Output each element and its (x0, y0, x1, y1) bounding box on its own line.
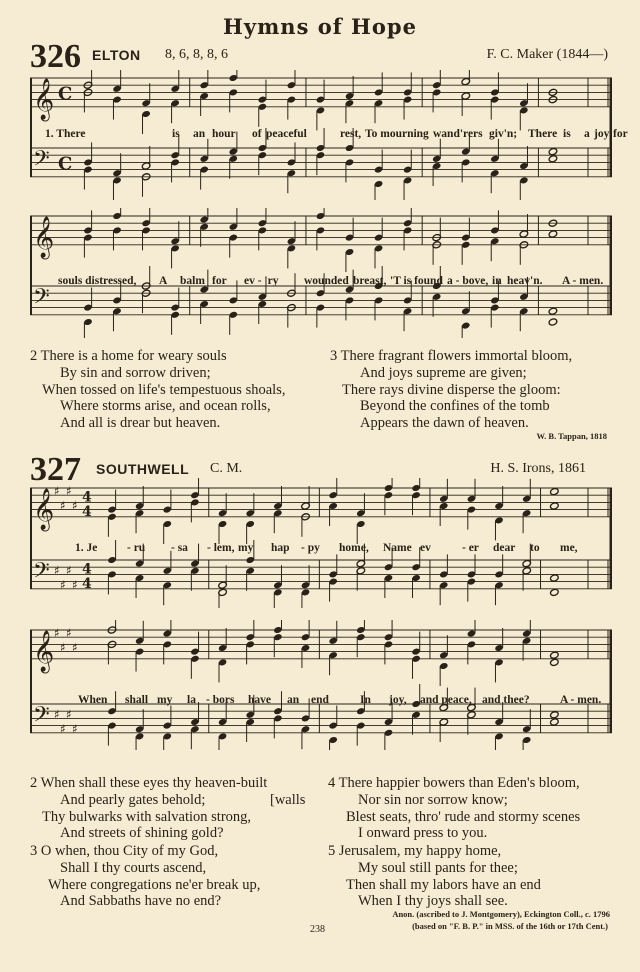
attribution: Anon. (ascribed to J. Montgomery), Eckington Coll., c. 1796 (392, 909, 610, 919)
hymn-number: 327 (30, 451, 81, 488)
lyric-syllable: 1. There (45, 128, 86, 140)
sharp-icon: ♯ (54, 707, 60, 722)
lyric-syllable: hap (271, 542, 290, 554)
sharp-icon: ♯ (66, 626, 72, 641)
lyric-syllable: - py (301, 542, 320, 554)
lyric-syllable: wand'rers (433, 128, 483, 140)
lyric-syllable: breast, (353, 275, 387, 287)
lyric-syllable: balm (180, 275, 205, 287)
time-signature-icon: 4 (82, 489, 92, 506)
lyric-syllable: peaceful (266, 128, 307, 140)
music-system (30, 620, 612, 750)
note-head (550, 711, 560, 719)
lyric-syllable: a - bove, (447, 275, 489, 287)
verse-overflow: [walls (270, 792, 306, 808)
verse-line: Where storms arise, and ocean rolls, (60, 398, 271, 415)
sharp-icon: ♯ (72, 498, 78, 513)
verse-text: Jerusalem, my happy home, (338, 843, 502, 859)
lyric-syllable: home, (339, 542, 369, 554)
lyric-syllable: a (584, 128, 590, 140)
verse-line (30, 775, 267, 792)
sharp-icon: ♯ (66, 563, 72, 578)
verse-number: 3 (330, 348, 341, 364)
lyric-syllable: - bors (206, 694, 235, 706)
lyric-syllable: shall (125, 694, 149, 706)
verse-line: Blest seats, thro' rude and stormy scenes (346, 808, 581, 825)
meter: C. M. (210, 461, 243, 476)
verse-line: My soul still pants for thee; (358, 859, 518, 876)
lyric-syllable: rest, (340, 128, 362, 140)
verse (328, 775, 580, 842)
time-signature-icon: 4 (82, 561, 92, 578)
verse (30, 775, 306, 842)
music-system (30, 70, 612, 200)
lyric-syllable: 1. Je (75, 542, 98, 554)
bass-clef-icon: 𝄢 (33, 146, 50, 177)
sharp-icon: ♯ (54, 626, 60, 641)
common-time-icon: C (58, 153, 73, 175)
lyric-syllable: A - men. (560, 694, 602, 706)
lyric-syllable: There (528, 128, 558, 140)
verse-line: And streets of shining gold? (60, 825, 224, 842)
verse-line (30, 348, 285, 365)
treble-clef-icon: 𝄞 (33, 78, 55, 120)
time-signature-icon: 4 (82, 503, 92, 520)
lyric-syllable: joy, (389, 694, 407, 706)
verse-number: 3 (30, 843, 41, 859)
lyric-syllable: and thee? (482, 694, 530, 706)
lyric-syllable: an (287, 694, 300, 706)
note-head (548, 148, 558, 156)
verse (30, 843, 260, 910)
lyric-syllable: end (311, 694, 329, 706)
note-head (550, 574, 560, 582)
sharp-icon: ♯ (66, 484, 72, 499)
verse-line: And joys supreme are given; (360, 364, 527, 381)
note-head (548, 318, 558, 326)
sharp-icon: ♯ (66, 707, 72, 722)
treble-clef-icon: 𝄞 (33, 488, 55, 530)
lyric-syllable: In (360, 694, 371, 706)
composer: H. S. Irons, 1861 (490, 461, 586, 476)
note-head (550, 488, 560, 496)
lyric-syllable: ev (420, 542, 431, 554)
verse-line (330, 348, 572, 365)
verse-line: Nor sin nor sorrow know; (358, 791, 508, 808)
lyric-syllable: 'T is found (390, 275, 443, 287)
verse-line: By sin and sorrow driven; (60, 364, 211, 381)
page-number: 238 (310, 924, 325, 935)
note-head (548, 307, 558, 315)
verse-line: Shall I thy courts ascend, (60, 859, 207, 876)
verse-text: There is a home for weary souls (40, 348, 227, 364)
lyric-syllable: have (248, 694, 271, 706)
verse-line: Appears the dawn of heaven. (360, 415, 529, 432)
note-head (548, 155, 558, 163)
verse-text: There happier bowers than Eden's bloom, (338, 775, 580, 791)
bass-clef-icon: 𝄢 (33, 284, 50, 315)
verse-line: There rays divine disperse the gloom: (342, 381, 561, 398)
verse-line: And all is drear but heaven. (60, 415, 221, 432)
verse (328, 843, 541, 910)
verse-number: 4 (328, 775, 339, 791)
verse-number: 2 (30, 348, 41, 364)
note-head (550, 718, 560, 726)
lyric-syllable: wounded (304, 275, 349, 287)
attribution: W. B. Tappan, 1818 (536, 431, 607, 441)
verse (30, 348, 285, 432)
sharp-icon: ♯ (72, 577, 78, 592)
common-time-icon: C (58, 83, 73, 105)
sharp-icon: ♯ (54, 484, 60, 499)
sharp-icon: ♯ (60, 721, 66, 736)
meter: 8, 6, 8, 8, 6 (165, 47, 228, 62)
verse-number: 2 (30, 775, 41, 791)
lyric-syllable: hour (212, 128, 236, 140)
verse-line: Where congregations ne'er break up, (48, 876, 261, 893)
lyric-syllable: - ru (127, 542, 146, 554)
lyric-syllable: - er (462, 542, 479, 554)
note-head (548, 230, 558, 238)
lyric-syllable: my (238, 542, 254, 554)
hymn-number: 326 (30, 38, 81, 75)
time-signature-icon: 4 (82, 575, 92, 592)
lyric-syllable: an (193, 128, 206, 140)
verse-number: 5 (328, 843, 339, 859)
lyric-syllable: in (492, 275, 502, 287)
lyric-syllable: heav'n. (507, 275, 543, 287)
lyric-syllable: for (212, 275, 227, 287)
verse-line: And Sabbaths have no end? (60, 893, 222, 910)
verse (330, 348, 572, 432)
lyric-syllable: joy (594, 128, 610, 140)
verse-line (30, 843, 260, 860)
treble-clef-icon: 𝄞 (33, 630, 55, 672)
sharp-icon: ♯ (72, 721, 78, 736)
treble-clef-icon: 𝄞 (33, 216, 55, 258)
sharp-icon: ♯ (72, 640, 78, 655)
note-head (550, 502, 560, 510)
lyric-syllable: for (613, 128, 628, 140)
lyric-syllable: A - men. (562, 275, 604, 287)
note-head (550, 658, 560, 666)
lyric-syllable: me, (560, 542, 578, 554)
lyric-syllable: is (172, 128, 180, 140)
music-system (30, 208, 612, 338)
sharp-icon: ♯ (54, 563, 60, 578)
page-title: Hymns of Hope (223, 14, 417, 39)
lyric-syllable: - sa (171, 542, 188, 554)
verse-text: O when, thou City of my God, (40, 843, 219, 859)
lyric-syllable: la (187, 694, 196, 706)
verse-line: I onward press to you. (358, 825, 488, 842)
tune-name: SOUTHWELL (96, 461, 190, 477)
verse-line: Thy bulwarks with salvation strong, (42, 808, 252, 825)
verse-line: Then shall my labors have an end (346, 876, 541, 893)
lyric-syllable: - lem, (207, 542, 235, 554)
note-head (550, 588, 560, 596)
verse-line: When I thy joys shall see. (358, 893, 508, 910)
composer: F. C. Maker (1844—) (486, 47, 608, 62)
lyric-syllable: A (159, 275, 168, 287)
lyric-syllable: souls distressed, (58, 275, 137, 287)
lyric-syllable: ev - 'ry (244, 275, 279, 287)
lyric-syllable: Name (383, 542, 412, 554)
tune-name: ELTON (92, 47, 141, 63)
bass-clef-icon: 𝄢 (33, 702, 50, 733)
lyric-syllable: giv'n; (489, 128, 518, 140)
lyric-syllable: is (563, 128, 571, 140)
verse-line (328, 843, 541, 860)
lyric-syllable: To mourning (365, 128, 429, 140)
verse-line: When tossed on life's tempestuous shoals, (42, 381, 286, 398)
lyric-syllable: my (157, 694, 173, 706)
sharp-icon: ♯ (60, 577, 66, 592)
lyric-syllable: dear (493, 542, 516, 554)
lyric-syllable: and peace, (420, 694, 472, 706)
verse-line: Beyond the confines of the tomb (360, 398, 550, 415)
lyric-syllable: of (252, 128, 262, 140)
sharp-icon: ♯ (60, 498, 66, 513)
lyric-syllable: When (78, 694, 108, 706)
bass-clef-icon: 𝄢 (33, 558, 50, 589)
music-system (30, 478, 612, 608)
lyric-syllable: to (530, 542, 540, 554)
attribution: (based on "F. B. P." in MSS. of the 16th or 17th Cent.) (412, 921, 608, 931)
verse-text: When shall these eyes thy heaven-built (40, 775, 268, 791)
verse-line: And pearly gates behold; (60, 791, 206, 808)
sharp-icon: ♯ (60, 640, 66, 655)
verse-text: There fragrant flowers immortal bloom, (340, 348, 573, 364)
note-head (550, 651, 560, 659)
verse-line (328, 775, 580, 792)
